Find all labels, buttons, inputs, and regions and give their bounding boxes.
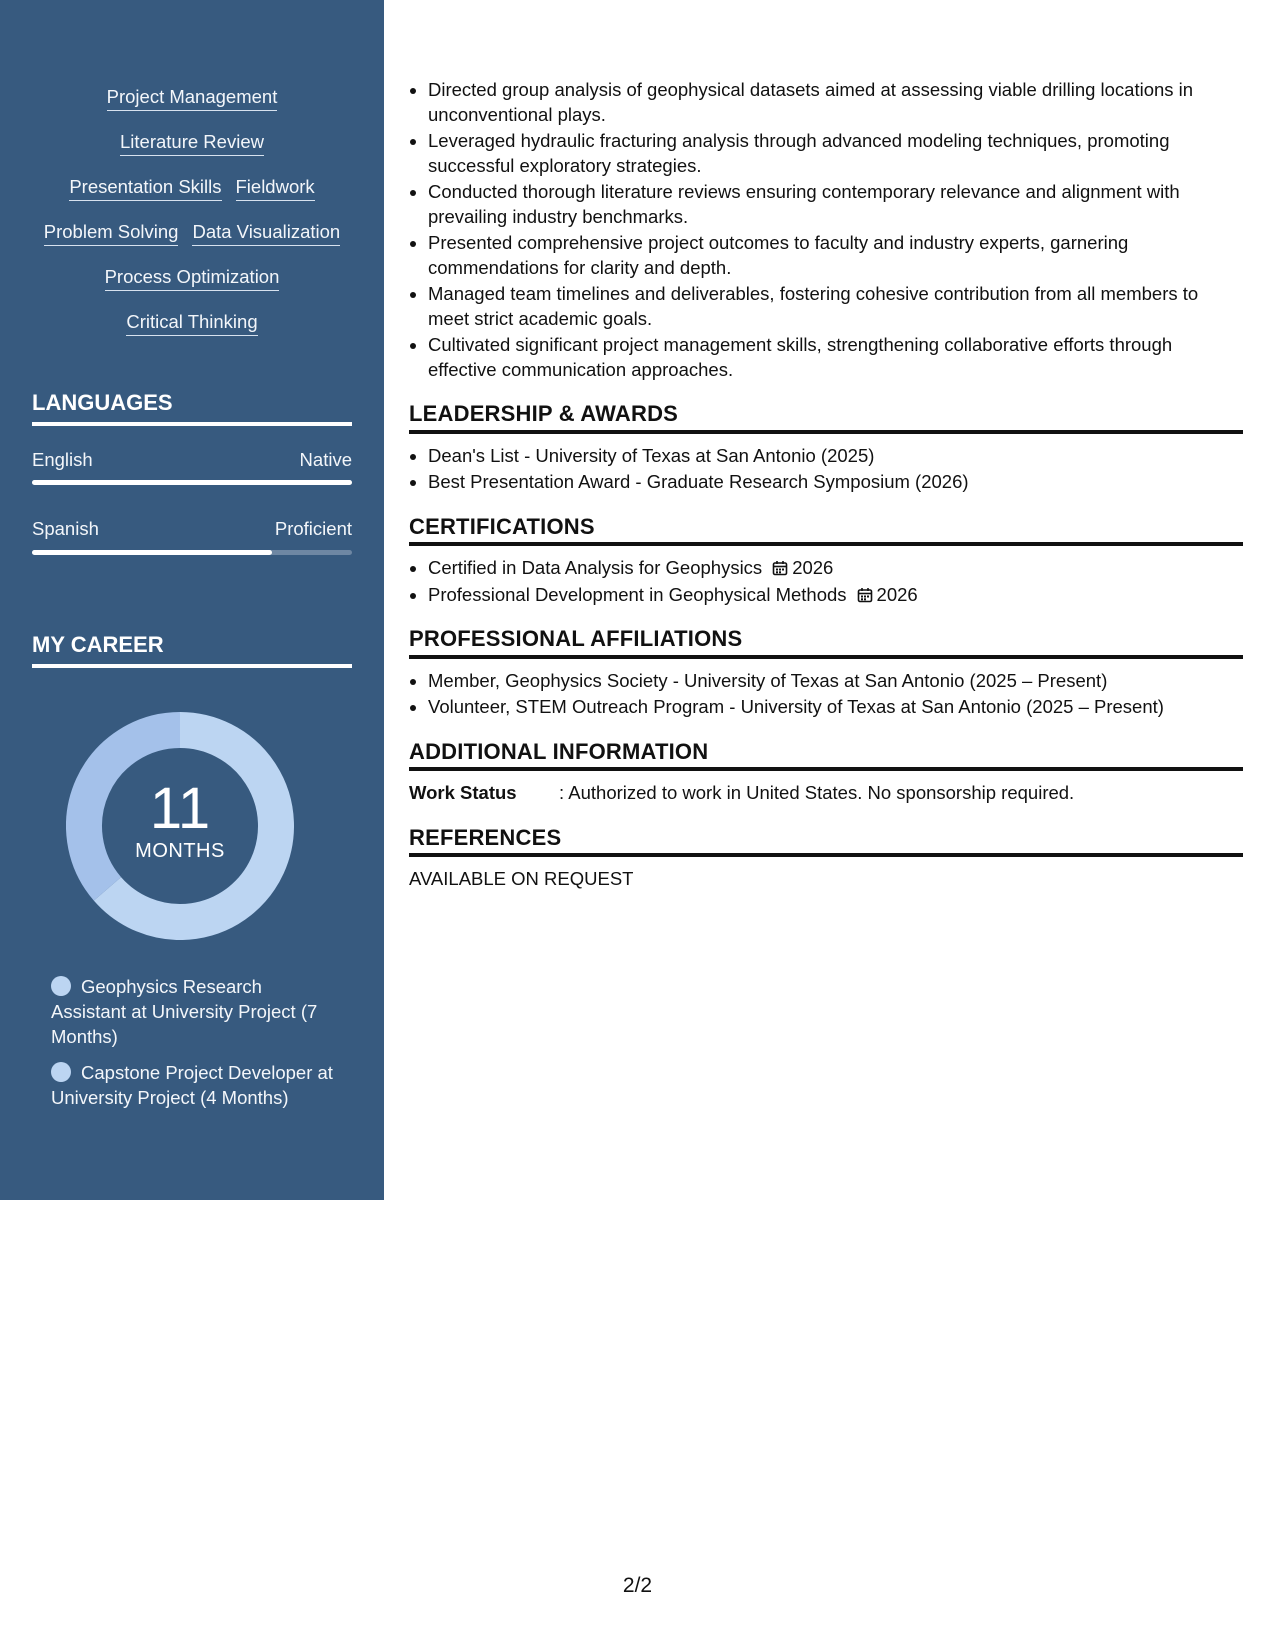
- skill-tag: Project Management: [107, 86, 278, 111]
- language-bar: [32, 550, 352, 555]
- list-item: • Leveraged hydraulic fracturing analysis through advanced modeling techniques, promoting successful exploratory strategies.: [428, 129, 1243, 178]
- skill-tag: Problem Solving: [44, 221, 179, 246]
- calendar-icon: [857, 587, 873, 603]
- career-legend-label: Geophysics Research Assistant at University Project (7 Months): [51, 976, 318, 1047]
- certifications-heading: CERTIFICATIONS: [409, 515, 1243, 547]
- language-bar-fill: [32, 480, 352, 485]
- list-item: • Cultivated significant project management skills, strengthening collaborative efforts through effective communication approaches.: [428, 333, 1243, 382]
- language-name: English: [32, 449, 93, 470]
- language-row: [32, 518, 352, 540]
- skills-list: [0, 86, 384, 356]
- work-status-value: : Authorized to work in United States. No sponsorship required.: [559, 782, 1075, 803]
- career-total-unit: MONTHS: [135, 840, 225, 862]
- leadership-list: [409, 444, 1243, 495]
- certification-name: Professional Development in Geophysical Methods: [428, 583, 847, 605]
- language-name: Spanish: [32, 518, 99, 539]
- main-content: [409, 78, 1243, 892]
- list-item: • Best Presentation Award - Graduate Research Symposium (2026): [428, 470, 1243, 495]
- list-item: • Conducted thorough literature reviews ensuring contemporary relevance and alignment with prevailing industry benchmarks.: [428, 180, 1243, 229]
- language-row: [32, 449, 352, 471]
- calendar-icon: [772, 560, 788, 576]
- affiliations-list: [409, 669, 1243, 720]
- work-status-label: Work Status: [409, 782, 517, 803]
- language-level: Proficient: [274, 518, 352, 539]
- skill-tag: Data Visualization: [192, 221, 340, 246]
- career-heading: MY CAREER: [32, 632, 352, 668]
- experience-bullets: [409, 78, 1243, 382]
- references-text: AVAILABLE ON REQUEST: [409, 868, 634, 889]
- career-total: [66, 778, 294, 863]
- certification-year: 2026: [792, 557, 834, 578]
- certification-name: Certified in Data Analysis for Geophysics: [428, 557, 763, 578]
- career-legend-label: Capstone Project Developer at University Project (4 Months): [51, 1062, 333, 1108]
- certification-year: 2026: [876, 583, 918, 605]
- list-item: [428, 556, 1243, 581]
- affiliations-heading: PROFESSIONAL AFFILIATIONS: [409, 627, 1243, 659]
- skill-tag: Literature Review: [120, 131, 264, 156]
- career-legend-item: [51, 1060, 341, 1110]
- list-item: • Volunteer, STEM Outreach Program - University of Texas at San Antonio (2025 – Present): [428, 695, 1243, 720]
- skill-tag: Fieldwork: [236, 176, 315, 201]
- career-total-value: 11: [149, 776, 211, 841]
- career-legend-item: [51, 974, 341, 1049]
- skill-tag: Presentation Skills: [69, 176, 221, 201]
- skill-tag: Process Optimization: [105, 266, 280, 291]
- legend-dot-icon: [51, 976, 71, 996]
- additional-info-heading: ADDITIONAL INFORMATION: [409, 740, 1243, 772]
- language-bar: [32, 480, 352, 485]
- language-bar-fill: [32, 550, 272, 555]
- skill-tag: Critical Thinking: [126, 311, 257, 336]
- list-item: • Managed team timelines and deliverables, fostering cohesive contribution from all members to meet strict academic goals.: [428, 282, 1243, 331]
- language-level: Native: [299, 449, 352, 470]
- list-item: [428, 583, 1243, 608]
- page-number: 2/2: [622, 1574, 653, 1597]
- list-item: • Dean's List - University of Texas at San Antonio (2025): [428, 444, 1243, 469]
- leadership-heading: LEADERSHIP & AWARDS: [409, 402, 1243, 434]
- list-item: • Directed group analysis of geophysical datasets aimed at assessing viable drilling locations in unconventional plays.: [428, 78, 1243, 127]
- list-item: • Presented comprehensive project outcomes to faculty and industry experts, garnering commendations for clarity and depth.: [428, 231, 1243, 280]
- legend-dot-icon: [51, 1062, 71, 1082]
- work-status-row: [409, 781, 1243, 806]
- references-heading: REFERENCES: [409, 826, 1243, 858]
- languages-heading: LANGUAGES: [32, 390, 352, 426]
- certifications-list: [409, 556, 1243, 607]
- sidebar: [0, 0, 384, 1200]
- list-item: • Member, Geophysics Society - University of Texas at San Antonio (2025 – Present): [428, 669, 1243, 694]
